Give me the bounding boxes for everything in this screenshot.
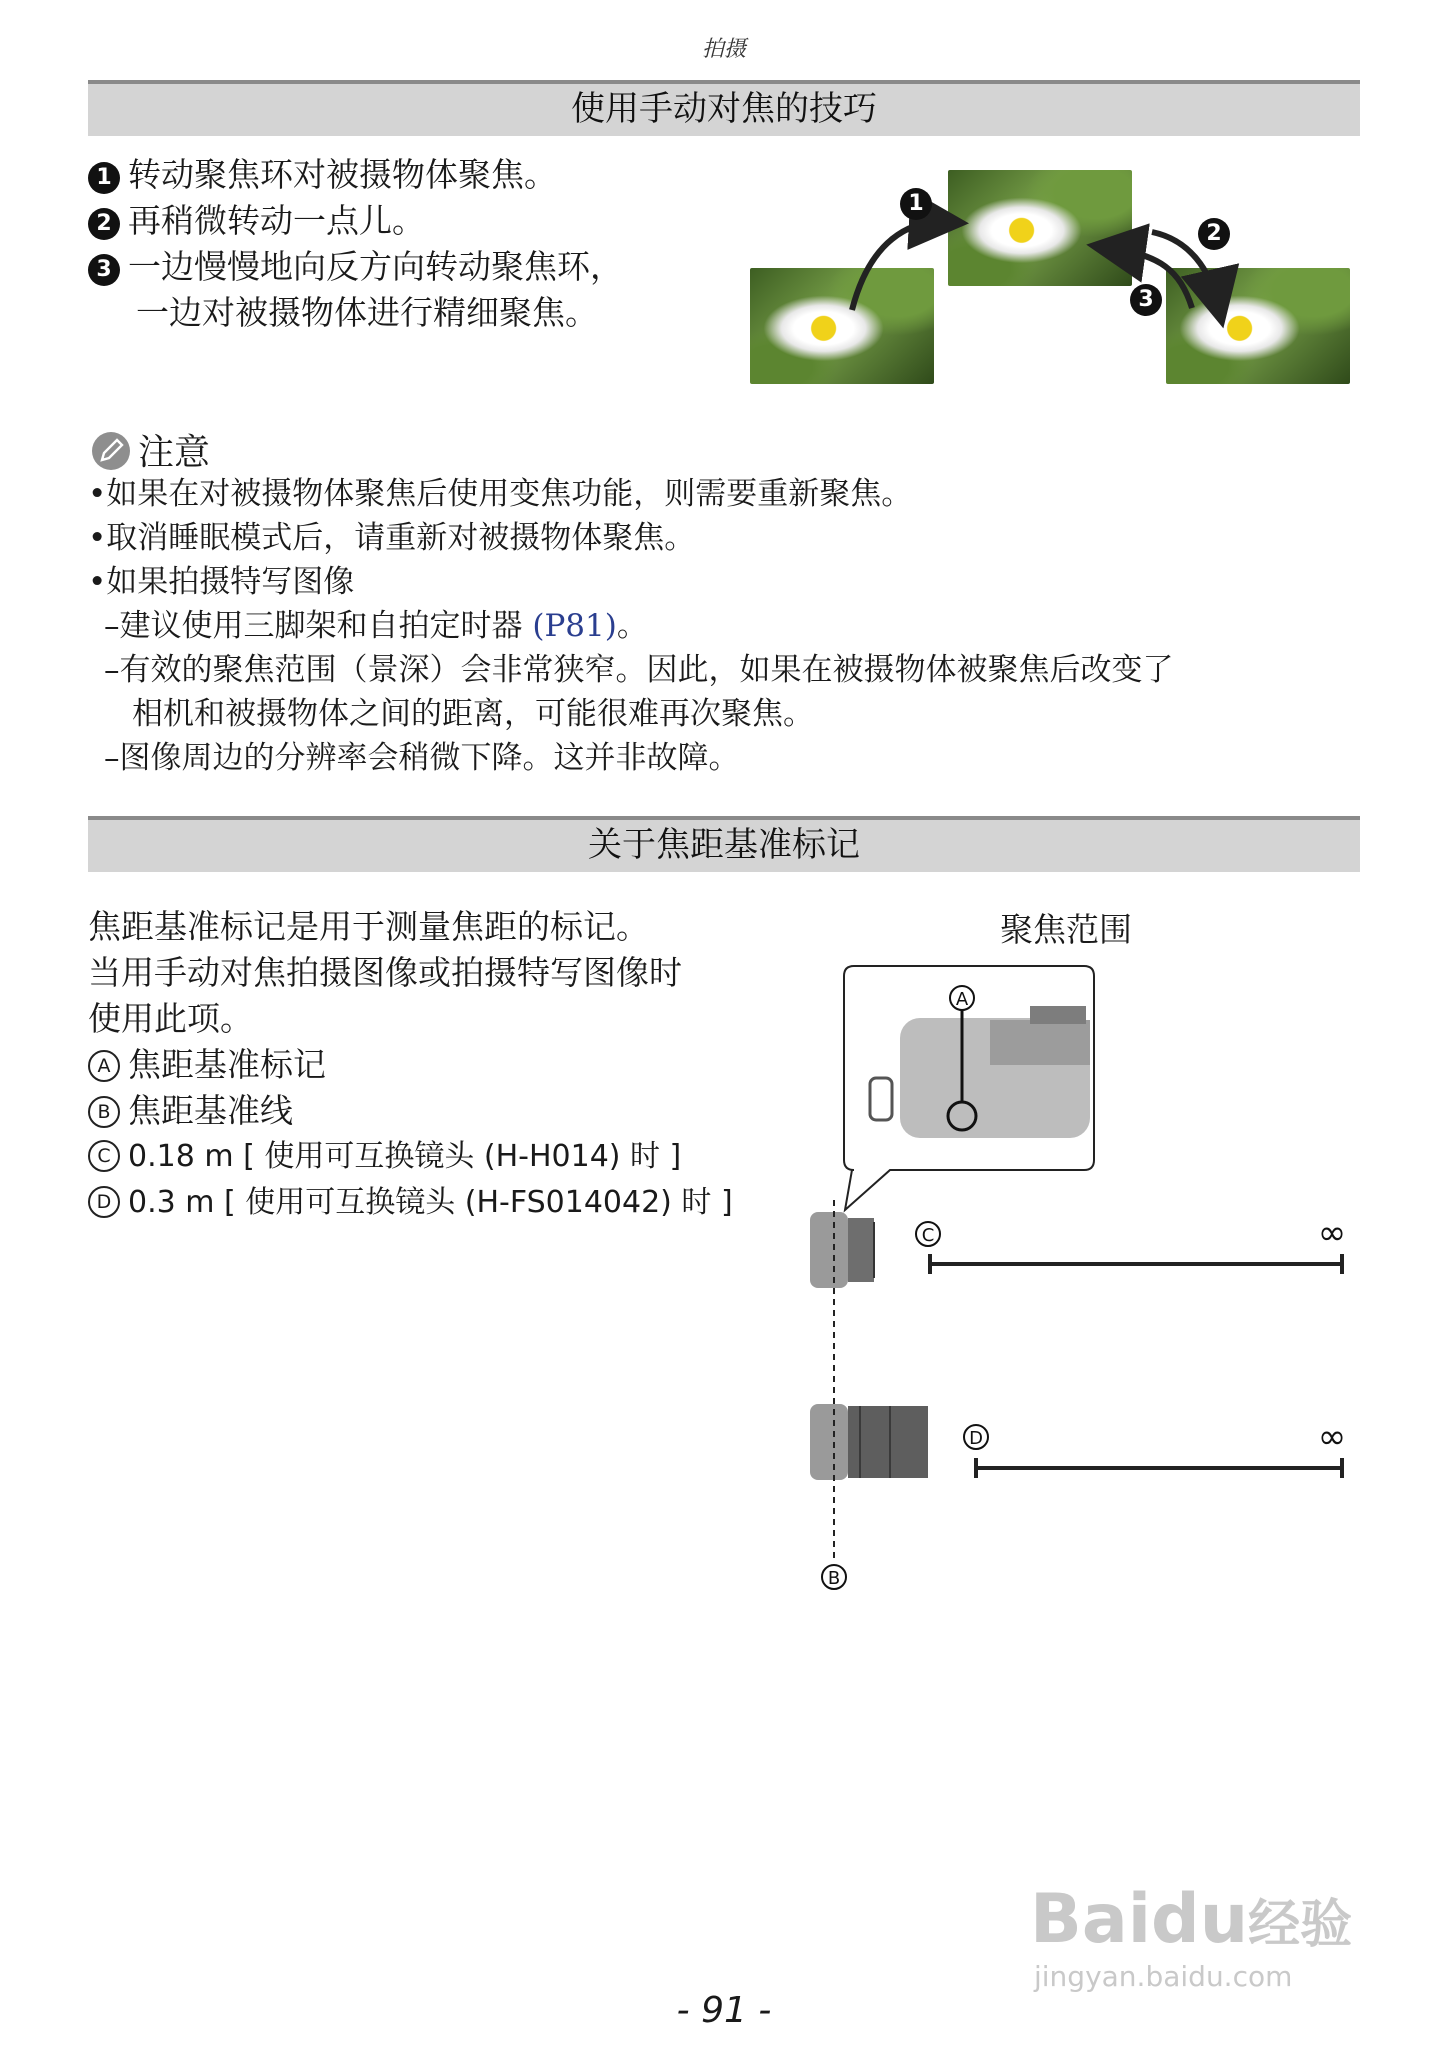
watermark-logo bbox=[1030, 1880, 1352, 1959]
step-2-text: 再稍微转动一点儿。 bbox=[128, 201, 425, 240]
page-header-label: 拍摄 bbox=[701, 37, 746, 62]
arrow-step-1 bbox=[852, 222, 945, 310]
note-heading bbox=[92, 424, 210, 475]
camera-1-lens bbox=[848, 1218, 874, 1282]
note-item-1: •如果在对被摄物体聚焦后使用变焦功能，则需要重新聚焦。 bbox=[88, 476, 913, 512]
section-title-focus-distance-mark: 关于焦距基准标记 bbox=[88, 816, 1360, 872]
watermark-brand-2: du bbox=[1151, 1880, 1249, 1959]
legend-b-text: 焦距基准线 bbox=[128, 1091, 293, 1130]
step-1-text: 转动聚焦环对被摄物体聚焦。 bbox=[128, 155, 557, 194]
focus-range-diagram bbox=[790, 960, 1350, 1600]
legend-c-text: 0.18 m [ 使用可互换镜头 (H-H014) 时 ] bbox=[128, 1139, 682, 1174]
note-subitem-3: –图像周边的分辨率会稍微下降。这并非故障。 bbox=[104, 740, 740, 776]
mark-d-label: D bbox=[969, 1428, 983, 1449]
legend-a bbox=[88, 1042, 326, 1088]
step-3-badge: 3 bbox=[88, 254, 120, 286]
intro-line-2: 当用手动对焦拍摄图像或拍摄特写图像时 bbox=[88, 953, 682, 992]
watermark-url: jingyan.baidu.com bbox=[1034, 1960, 1293, 1993]
note-subitem-1-end: 。 bbox=[616, 608, 648, 644]
mark-c-label: C bbox=[921, 1225, 935, 1246]
note-subitem-1-text: –建议使用三脚架和自拍定时器 bbox=[104, 608, 533, 644]
legend-d bbox=[88, 1180, 733, 1226]
camera-1-body bbox=[810, 1212, 848, 1288]
figure-badge-2: 2 bbox=[1198, 218, 1230, 250]
page-link-p81[interactable]: (P81) bbox=[532, 608, 617, 644]
camera-closeup-top bbox=[990, 1020, 1090, 1065]
watermark-brand: Bai bbox=[1030, 1880, 1152, 1959]
watermark-cn: 经验 bbox=[1248, 1895, 1353, 1955]
note-subitem-1 bbox=[104, 604, 648, 648]
intro-line-1: 焦距基准标记是用于测量焦距的标记。 bbox=[88, 907, 649, 946]
step-3-text: 一边慢慢地向反方向转动聚焦环， bbox=[128, 247, 623, 286]
range-d-infinity: ∞ bbox=[1317, 1417, 1347, 1457]
figure-badge-3: 3 bbox=[1130, 284, 1162, 316]
step-1-badge: 1 bbox=[88, 162, 120, 194]
focus-arrows-figure bbox=[740, 160, 1360, 400]
note-item-2: •取消睡眠模式后，请重新对被摄物体聚焦。 bbox=[88, 520, 696, 556]
pencil-note-icon bbox=[92, 432, 130, 470]
intro-line-3: 使用此项。 bbox=[88, 999, 253, 1038]
camera-closeup-dial bbox=[1030, 1006, 1086, 1024]
step-2 bbox=[88, 198, 425, 244]
legend-d-text: 0.3 m [ 使用可互换镜头 (H-FS014042) 时 ] bbox=[128, 1185, 733, 1220]
legend-b-mark: B bbox=[88, 1096, 120, 1128]
camera-2-body bbox=[810, 1404, 848, 1480]
note-item-3: •如果拍摄特写图像 bbox=[88, 564, 355, 600]
legend-d-mark: D bbox=[88, 1186, 120, 1218]
step-3 bbox=[88, 244, 623, 290]
step-1 bbox=[88, 152, 557, 198]
step-3-text-continued: 一边对被摄物体进行精细聚焦。 bbox=[136, 293, 598, 332]
diagram-title: 聚焦范围 bbox=[1000, 910, 1132, 949]
note-title: 注意 bbox=[138, 432, 211, 473]
legend-c bbox=[88, 1134, 681, 1180]
mark-a-label: A bbox=[955, 989, 969, 1010]
range-c-infinity: ∞ bbox=[1317, 1213, 1347, 1253]
section-title-manual-focus-tips: 使用手动对焦的技巧 bbox=[88, 80, 1360, 136]
mark-b-label: B bbox=[827, 1568, 841, 1589]
page-number: - 91 - bbox=[676, 1990, 772, 2031]
legend-b bbox=[88, 1088, 293, 1134]
note-subitem-2-line2: 相机和被摄物体之间的距离，可能很难再次聚焦。 bbox=[132, 696, 814, 732]
note-subitem-2-line1: –有效的聚焦范围（景深）会非常狭窄。因此，如果在被摄物体被聚焦后改变了 bbox=[104, 652, 1174, 688]
legend-c-mark: C bbox=[88, 1140, 120, 1172]
figure-badge-1: 1 bbox=[900, 188, 932, 220]
legend-a-mark: A bbox=[88, 1050, 120, 1082]
legend-a-text: 焦距基准标记 bbox=[128, 1045, 326, 1084]
step-2-badge: 2 bbox=[88, 208, 120, 240]
